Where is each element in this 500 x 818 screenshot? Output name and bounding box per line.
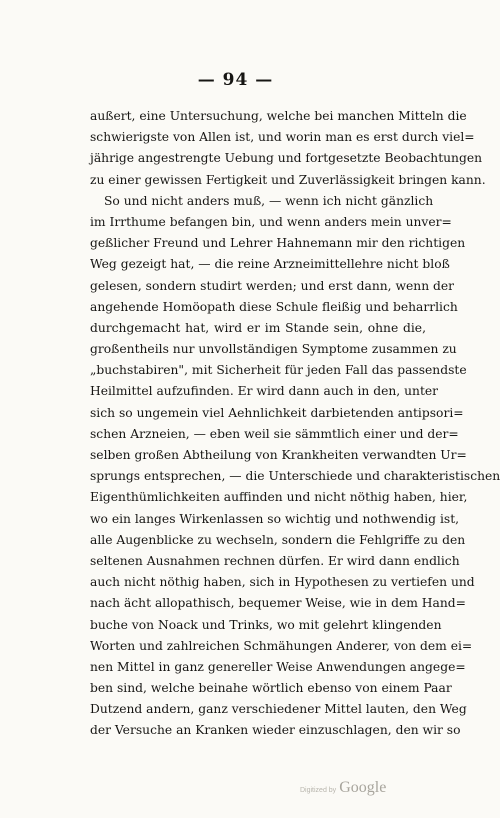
text-line: seltenen Ausnahmen rechnen dürfen. Er wird dann endlich xyxy=(90,553,460,568)
text-line: So und nicht anders muß, — wenn ich nicht gänzlich xyxy=(104,193,434,208)
text-line: alle Augenblicke zu wechseln, sondern die Fehlgriffe zu den xyxy=(90,532,466,547)
text-line: gelesen, sondern studirt werden; und erst dann, wenn der xyxy=(90,278,455,293)
watermark-brand: Google xyxy=(339,779,387,796)
digitized-by-google-watermark xyxy=(300,779,412,801)
page-number: — 94 — xyxy=(197,70,274,90)
text-line: Weg gezeigt hat, — die reine Arzneimittellehre nicht bloß xyxy=(90,257,450,272)
text-line: Worten und zahlreichen Schmähungen Anderer, von dem ei= xyxy=(90,638,473,653)
text-line: auch nicht nöthig haben, sich in Hypothesen zu vertiefen und xyxy=(90,575,475,590)
text-line: der Versuche an Kranken wieder einzuschlagen, den wir so xyxy=(90,723,461,738)
text-line: selben großen Abtheilung von Krankheiten verwandten Ur= xyxy=(90,448,467,462)
text-line: „buchstabiren", mit Sicherheit für jeden Fall das passendste xyxy=(90,363,467,378)
text-line: schen Arzneien, — eben weil sie sämmtlich einer und der= xyxy=(90,426,459,441)
text-line: Eigenthümlichkeiten auffinden und nicht nöthig haben, hier, xyxy=(90,490,468,505)
text-line: schwierigste von Allen ist, und worin man es erst durch viel= xyxy=(90,130,475,145)
text-line: nach ächt allopathisch, bequemer Weise, wie in dem Hand= xyxy=(90,596,466,611)
text-line: jährige angestrengte Uebung und fortgesetzte Beobachtungen xyxy=(90,151,483,166)
text-line: angehende Homöopath diese Schule fleißig und beharrlich xyxy=(90,299,458,314)
text-line: sich so ungemein viel Aehnlichkeit darbietenden antipsori= xyxy=(90,405,464,420)
text-line: ben sind, welche beinahe wörtlich ebenso von einem Paar xyxy=(90,681,452,696)
text-line: Heilmittel aufzufinden. Er wird dann auch in den, unter xyxy=(90,384,439,399)
watermark-prefix: Digitized by xyxy=(300,787,337,794)
text-line: im Irrthume befangen bin, und wenn anders mein unver= xyxy=(90,214,452,229)
text-line: wo ein langes Wirkenlassen so wichtig und nothwendig ist, xyxy=(90,511,460,526)
text-line: geßlicher Freund und Lehrer Hahnemann mir den richtigen xyxy=(90,236,466,251)
text-line: zu einer gewissen Fertigkeit und Zuverlässigkeit bringen kann. xyxy=(90,172,486,187)
text-line: großentheils nur unvollständigen Symptome zusammen zu xyxy=(90,342,457,357)
body-text xyxy=(90,106,500,742)
text-line: sprungs entsprechen, — die Unterschiede und charakteristischen xyxy=(90,469,500,484)
text-line: außert, eine Untersuchung, welche bei manchen Mitteln die xyxy=(90,109,467,123)
text-line: nen Mittel in ganz genereller Weise Anwendungen angege= xyxy=(90,659,466,674)
text-line: Dutzend andern, ganz verschiedener Mittel lauten, den Weg xyxy=(90,702,467,717)
text-line: durchgemacht hat, wird er im Stande sein, ohne die, xyxy=(90,320,426,335)
text-line: buche von Noack und Trinks, wo mit gelehrt klingenden xyxy=(90,617,442,632)
